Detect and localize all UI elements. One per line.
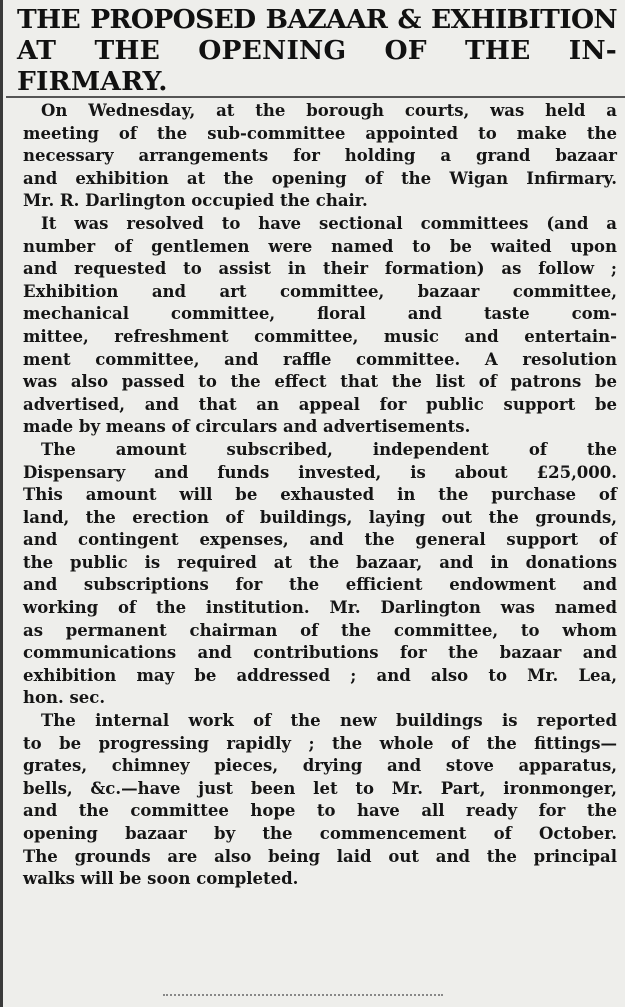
article-line: bells, &c.—have just been let to Mr. Part, ironmonger, <box>23 778 617 798</box>
article-line: and the committee hope to have all ready for the <box>23 801 617 821</box>
article-line: to be progressing rapidly ; the whole of the fittings— <box>23 733 617 753</box>
article-line: land, the erection of buildings, laying out the grounds, <box>23 507 617 527</box>
headline-line: AT THE OPENING OF THE IN- <box>17 35 617 66</box>
headline <box>17 4 617 97</box>
article-line: communications and contributions for the bazaar and <box>23 643 617 663</box>
article-line: This amount will be exhausted in the purchase of <box>23 485 617 505</box>
article-line: was also passed to the effect that the list of patrons be <box>23 372 617 392</box>
article-line: It was resolved to have sectional committees (and a <box>41 213 617 233</box>
article-line: opening bazaar by the commencement of October. <box>23 824 617 843</box>
article-line: advertised, and that an appeal for public support be <box>23 394 617 414</box>
article-line: Dispensary and funds invested, is about £25,000. <box>23 462 617 482</box>
article-line: Mr. R. Darlington occupied the chair. <box>23 191 368 211</box>
article-line: hon. sec. <box>23 688 106 708</box>
article-body <box>23 100 617 891</box>
article-line: meeting of the sub-committee appointed to make the <box>23 123 617 143</box>
article-line: as permanent chairman of the committee, to whom <box>23 620 617 640</box>
article-line: Exhibition and art committee, bazaar committee, <box>23 281 617 301</box>
article-line: mittee, refreshment committee, music and entertain- <box>23 326 617 346</box>
article-line: The amount subscribed, independent of the <box>41 439 617 459</box>
article-line: and exhibition at the opening of the Wigan Infirmary. <box>23 168 617 188</box>
article-line: On Wednesday, at the borough courts, was held a <box>41 101 617 120</box>
article-line: the public is required at the bazaar, and in donations <box>23 552 617 572</box>
article-line: The internal work of the new buildings is reported <box>41 711 617 731</box>
article-line: and requested to assist in their formation) as follow ; <box>23 259 617 279</box>
article-line: mechanical committee, floral and taste com- <box>23 304 617 324</box>
article-line: made by means of circulars and advertisements. <box>23 417 471 437</box>
article-line: grates, chimney pieces, drying and stove apparatus, <box>23 756 617 776</box>
bottom-divider <box>163 994 443 996</box>
article-line: and subscriptions for the efficient endowment and <box>23 575 617 595</box>
headline-line: THE PROPOSED BAZAAR & EXHIBITION <box>17 4 617 35</box>
headline-line: FIRMARY. <box>17 66 168 97</box>
article-line: working of the institution. Mr. Darlington was named <box>23 598 617 618</box>
article-line: The grounds are also being laid out and the principal <box>23 846 617 866</box>
headline-divider <box>6 96 625 98</box>
article-line: ment committee, and raffle committee. A resolution <box>23 349 617 369</box>
article-line: necessary arrangements for holding a grand bazaar <box>23 146 617 166</box>
article-line: exhibition may be addressed ; and also to Mr. Lea, <box>23 665 617 685</box>
article-line: walks will be soon completed. <box>23 869 299 889</box>
article-line: number of gentlemen were named to be waited upon <box>23 236 617 256</box>
article-line: and contingent expenses, and the general support of <box>23 530 617 550</box>
